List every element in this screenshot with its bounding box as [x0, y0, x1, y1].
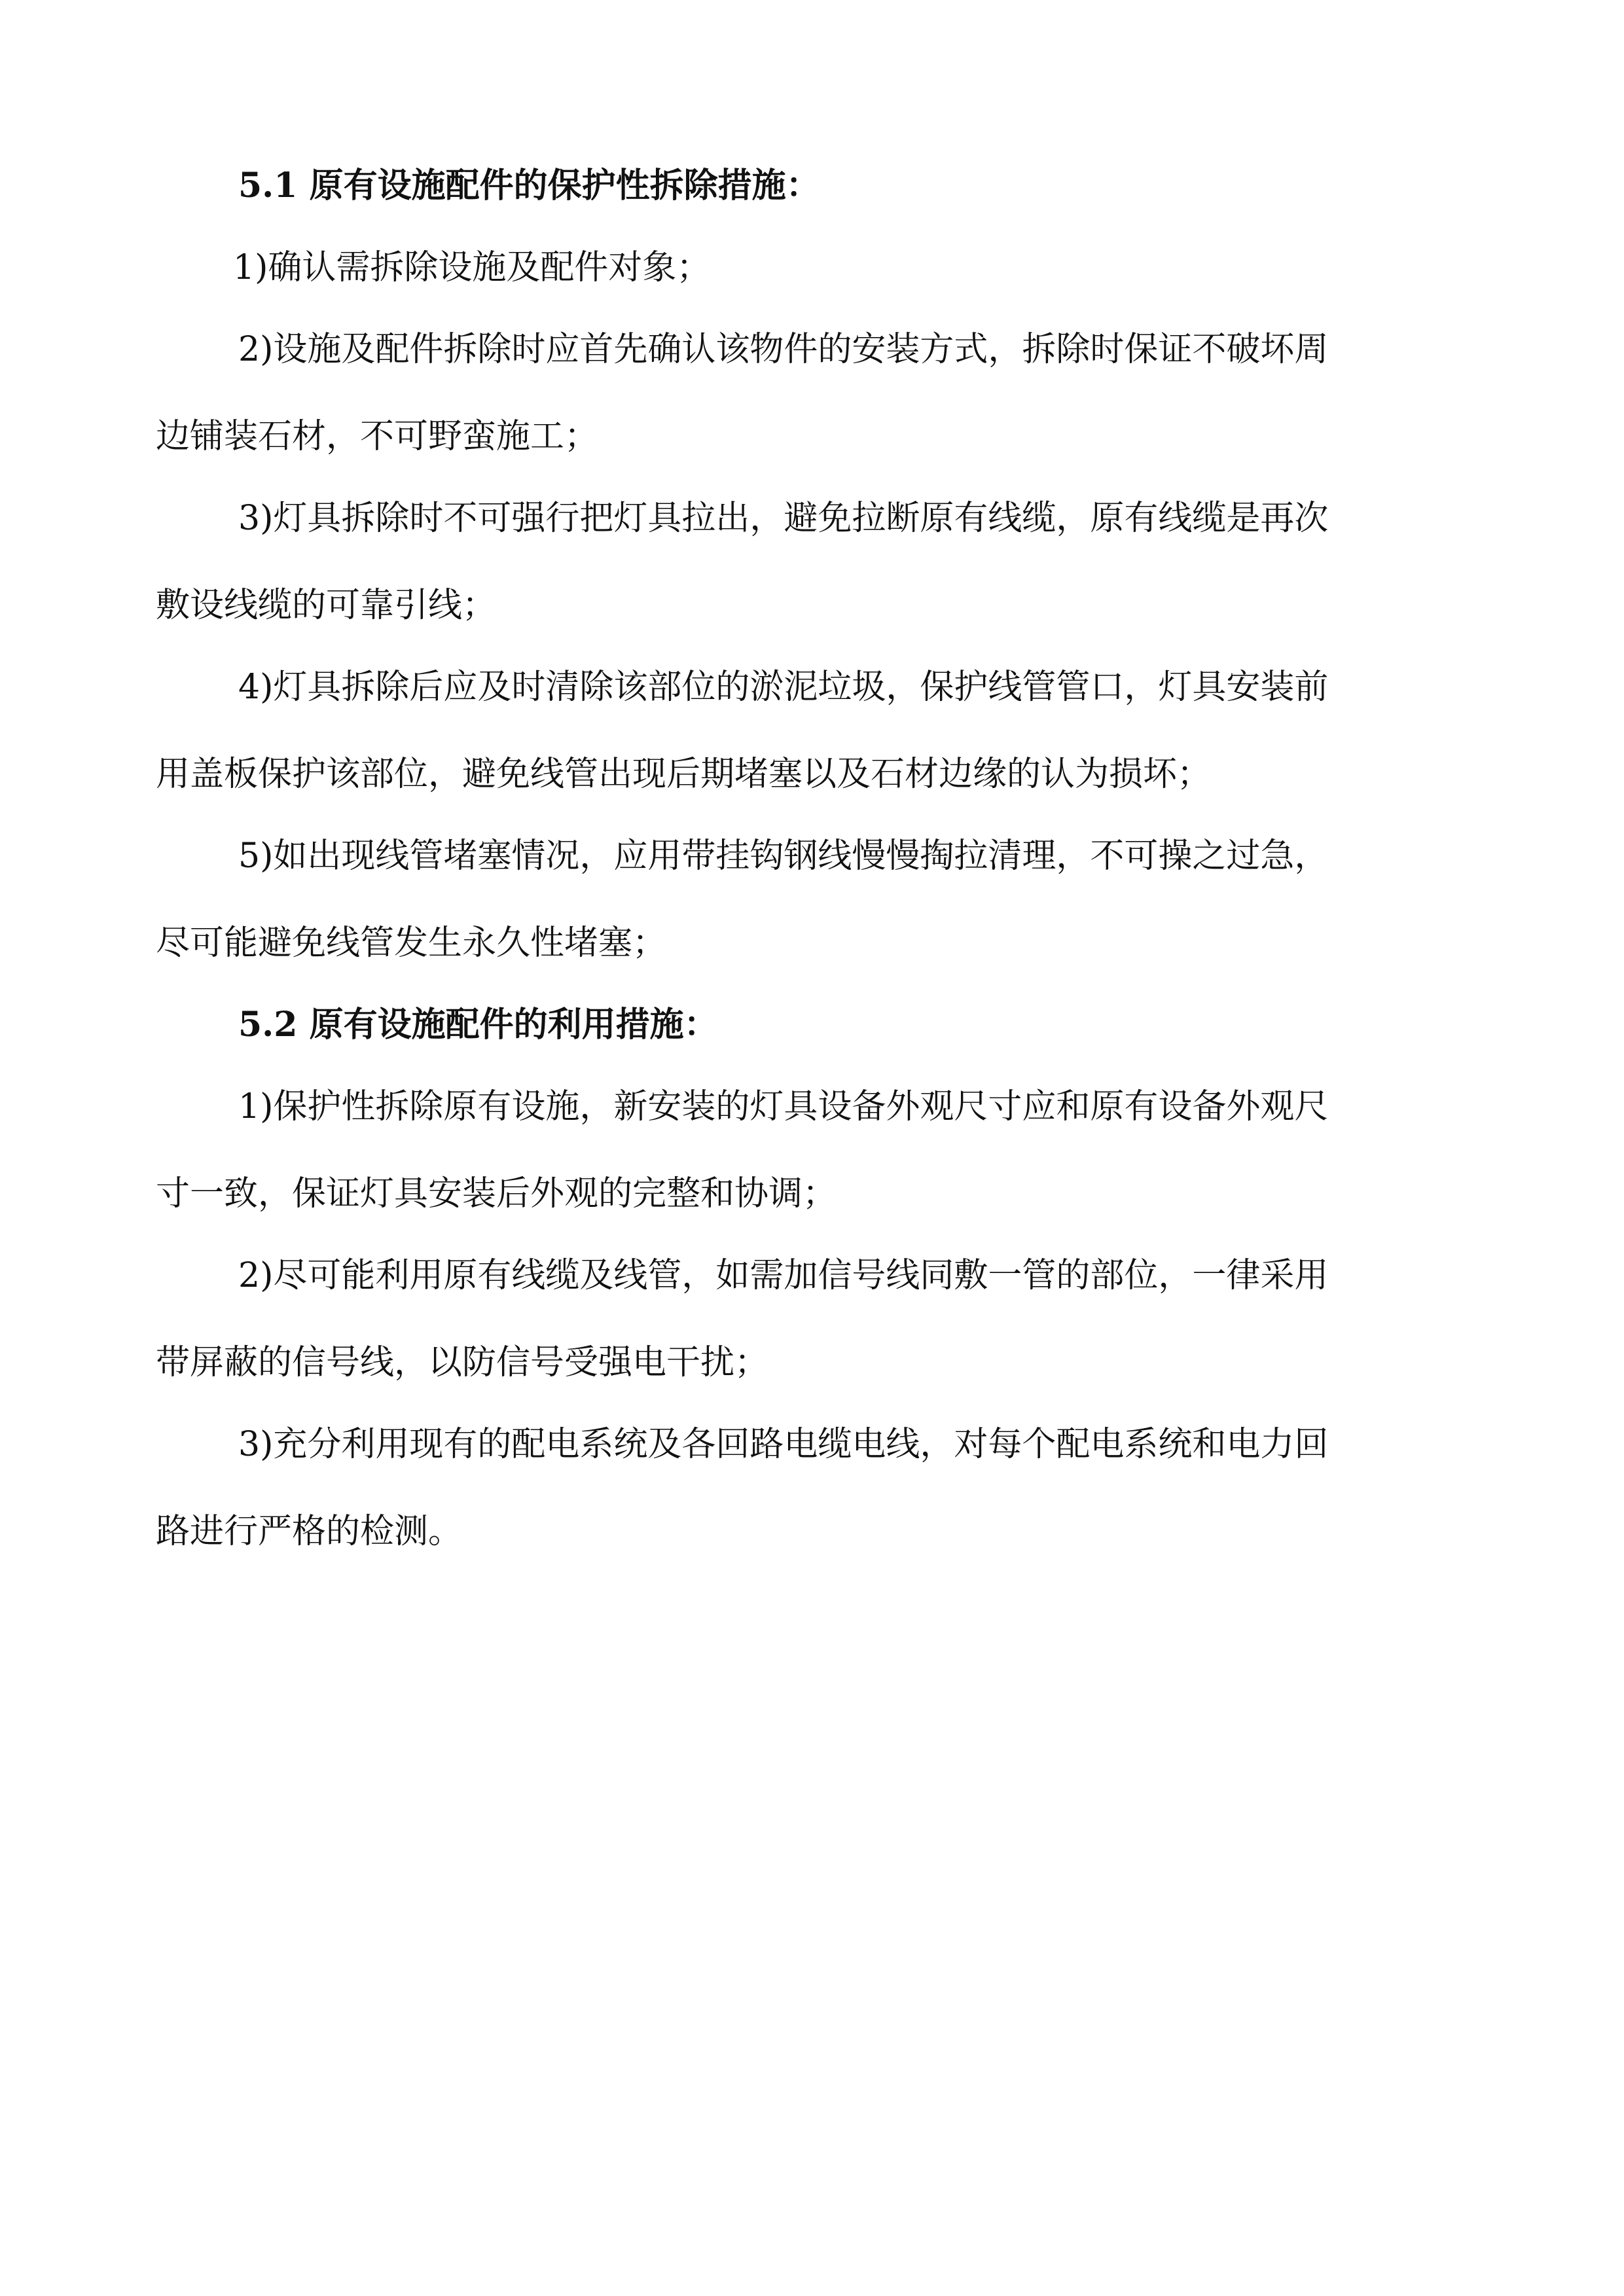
- line: 尽可能避免线管发生永久性堵塞；: [156, 924, 667, 963]
- line: 2)尽可能利用原有线缆及线管，如需加信号线同敷一管的部位，一律采用: [238, 1256, 1329, 1295]
- line: 4)灯具拆除后应及时清除该部位的淤泥垃圾，保护线管管口，灯具安装前: [238, 668, 1329, 707]
- line: 2)设施及配件拆除时应首先确认该物件的安装方式，拆除时保证不破坏周: [238, 330, 1329, 369]
- line: 路进行严格的检测。: [156, 1512, 463, 1551]
- list-item-5-1-5: [156, 833, 1468, 967]
- line: 用盖板保护该部位，避免线管出现后期堵塞以及石材边缘的认为损坏；: [156, 755, 1212, 794]
- list-item-5-1-4: [156, 664, 1468, 798]
- list-item-5-1-3: [156, 495, 1468, 629]
- line: 敷设线缆的可靠引线；: [156, 586, 497, 625]
- section-heading-5-1: 5.1 原有设施配件的保护性拆除措施：: [238, 166, 820, 206]
- line: 边铺装石材，不可野蛮施工；: [156, 417, 599, 456]
- list-item-5-2-1: [156, 1083, 1468, 1217]
- line: 3)充分利用现有的配电系统及各回路电缆电线，对每个配电系统和电力回: [238, 1425, 1329, 1464]
- list-item-5-1-2: [156, 326, 1468, 460]
- line: 寸一致，保证灯具安装后外观的完整和协调；: [156, 1174, 837, 1213]
- list-item-5-2-3: [156, 1421, 1468, 1555]
- line: 1)保护性拆除原有设施，新安装的灯具设备外观尺寸应和原有设备外观尺: [238, 1087, 1329, 1126]
- line: 带屏蔽的信号线，以防信号受强电干扰；: [156, 1343, 769, 1382]
- body-text: [156, 162, 1468, 1590]
- list-item-5-1-1: 1)确认需拆除设施及配件对象；: [233, 248, 711, 287]
- line: 5)如出现线管堵塞情况，应用带挂钩钢线慢慢掏拉清理，不可操之过急，: [238, 836, 1329, 876]
- section-heading-5-2: 5.2 原有设施配件的利用措施：: [238, 1005, 718, 1045]
- line: 3)灯具拆除时不可强行把灯具拉出，避免拉断原有线缆，原有线缆是再次: [238, 499, 1329, 538]
- list-item-5-2-2: [156, 1252, 1468, 1386]
